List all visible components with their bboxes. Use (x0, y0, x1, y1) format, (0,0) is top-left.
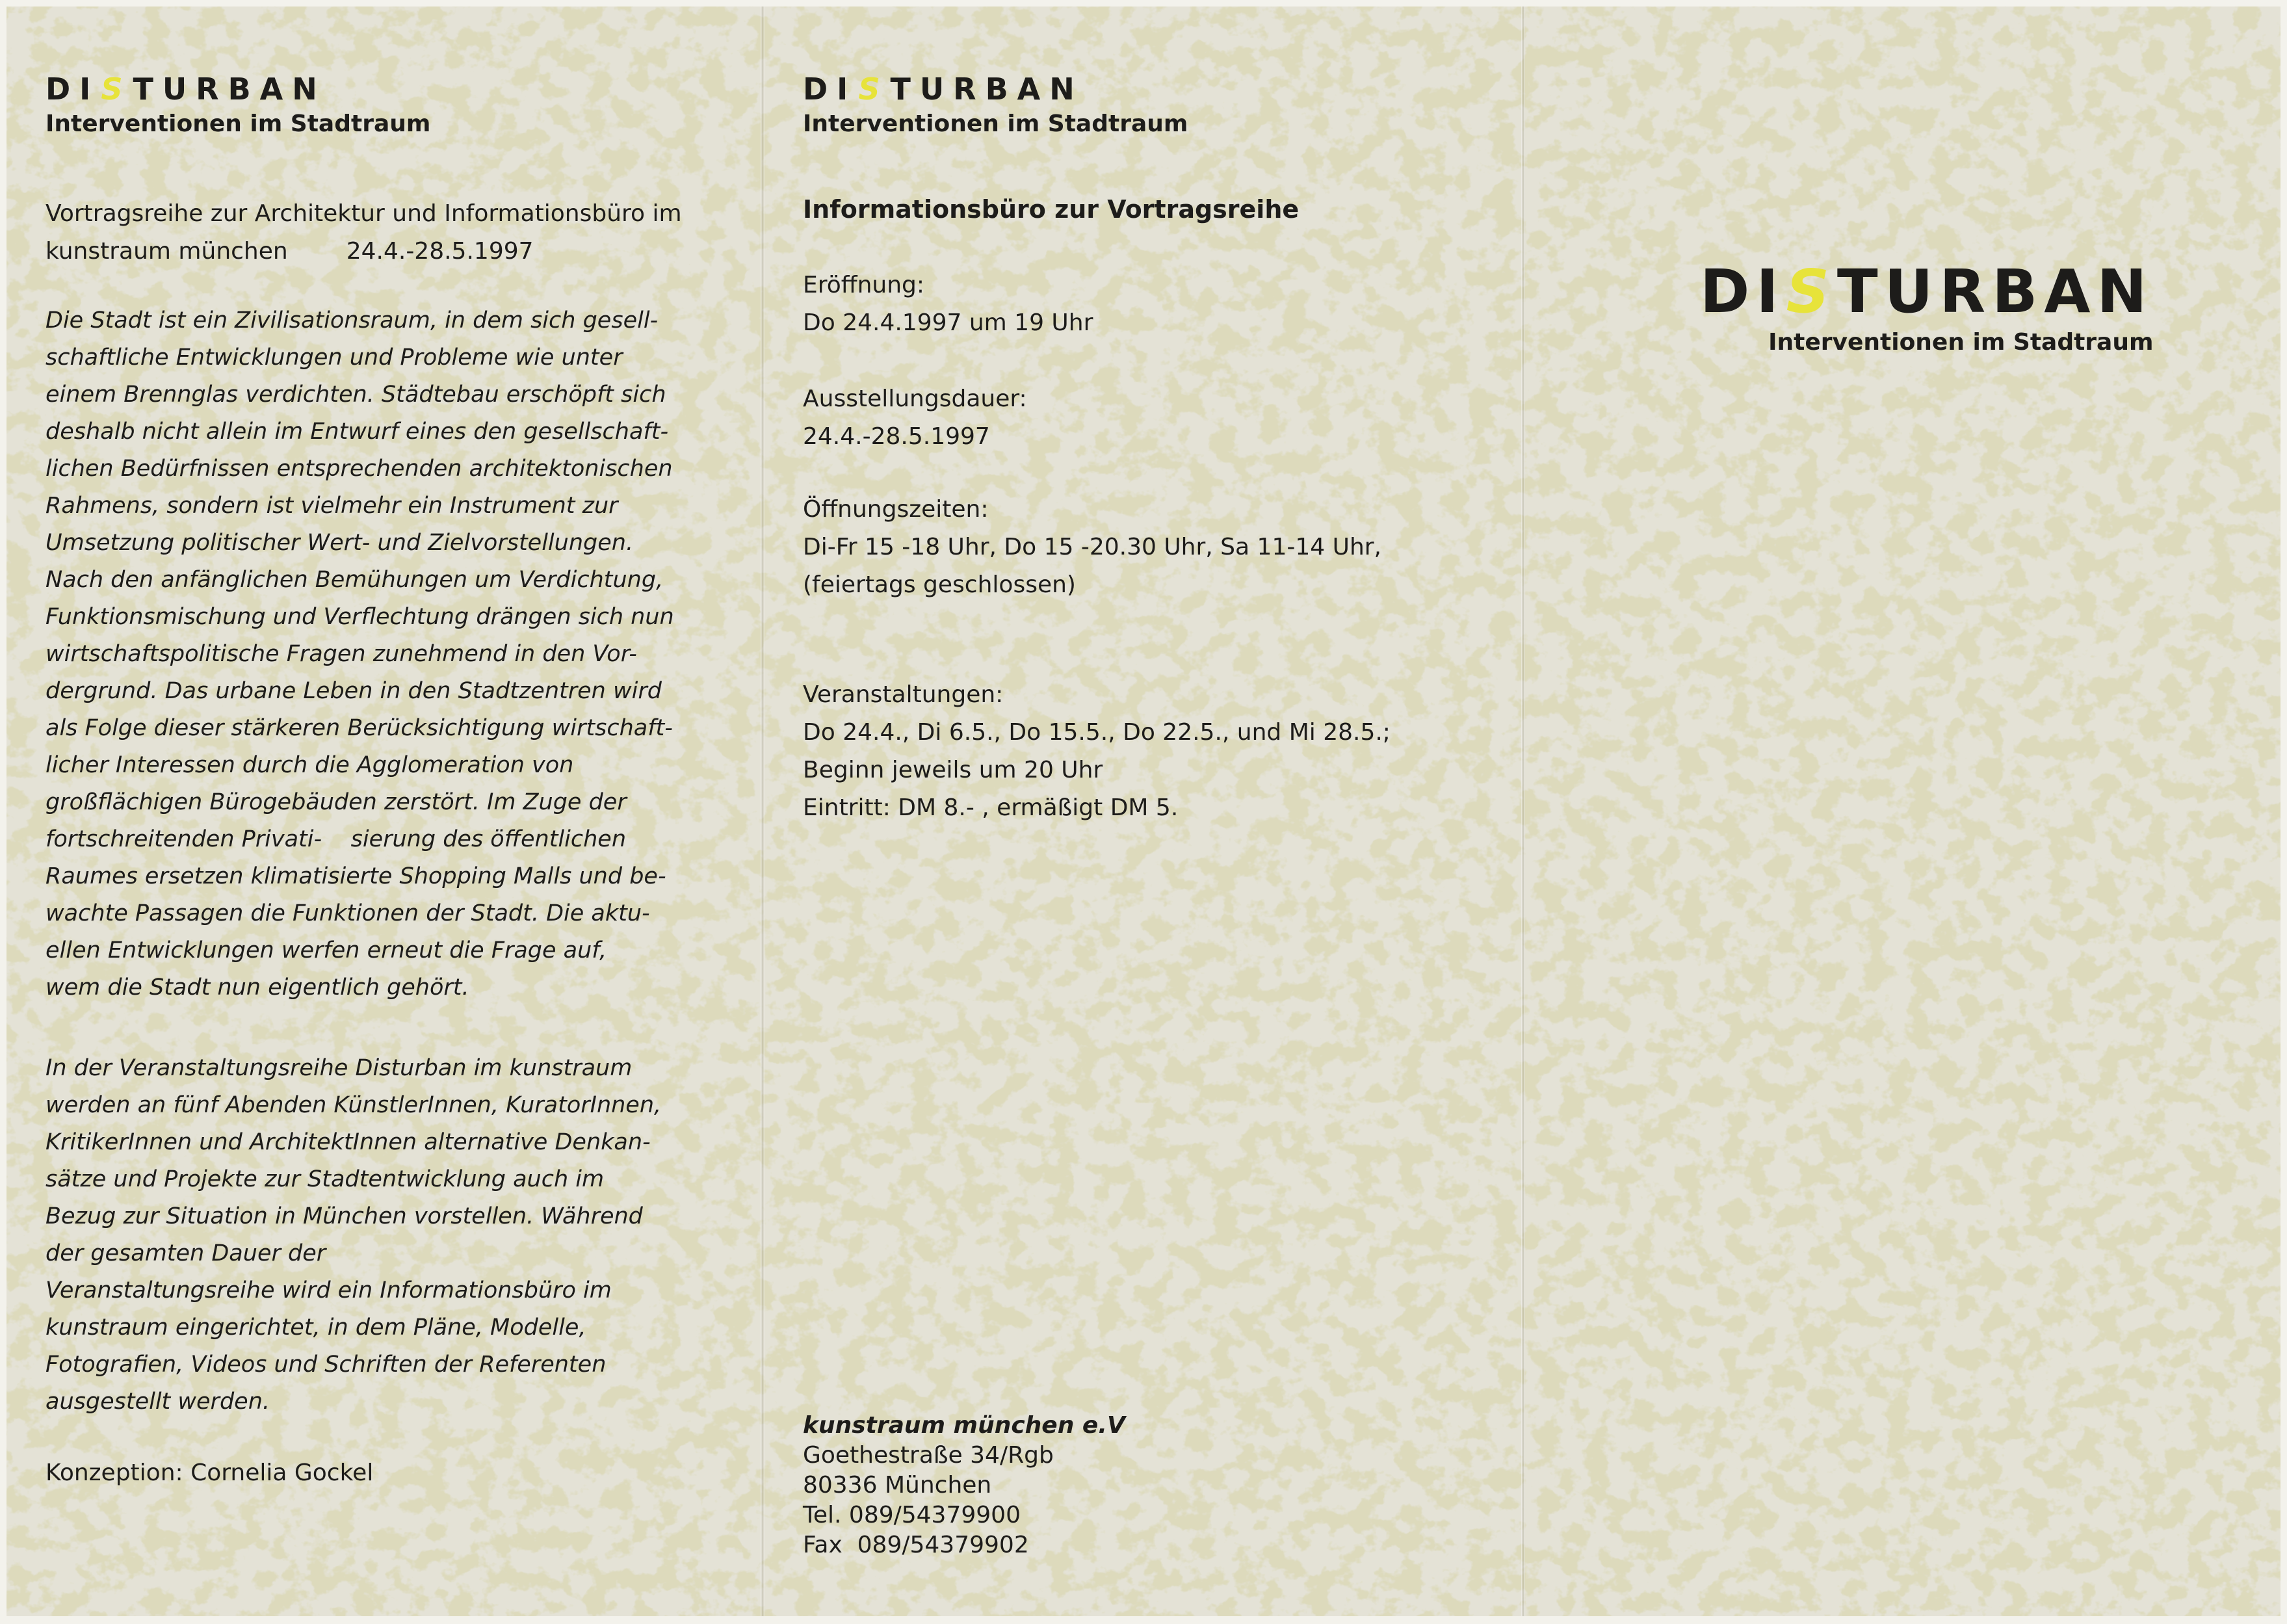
address-tel: Tel. 089/54379900 (803, 1502, 1021, 1528)
intro-dates: 24.4.-28.5.1997 (346, 238, 534, 265)
logo-wordmark: DI S TURBAN (46, 72, 326, 107)
logo-subtitle: Interventionen im Stadtraum (46, 111, 431, 137)
events-block: Veranstaltungen: Do 24.4., Di 6.5., Do 15.5., Do 22.5., und Mi 28.5.; Beginn jeweils um 20 Uhr Eintritt: DM 8.- , ermäßigt DM 5. (803, 681, 1391, 821)
address-city: 80336 München (803, 1472, 992, 1499)
opening-hours-block: Öffnungszeiten: Di-Fr 15 -18 Uhr, Do 15 -20.30 Uhr, Sa 11-14 Uhr, (feiertags geschlossen) (803, 496, 1381, 598)
duration-block: Ausstellungsdauer: 24.4.-28.5.1997 (803, 386, 1027, 450)
intro-line-1: Vortragsreihe zur Architektur und Informationsbüro im (46, 200, 682, 227)
paragraph-2: In der Veranstaltungsreihe Disturban im kunstraum werden an fünf Abenden KünstlerInnen, KuratorInnen, KritikerInnen und ArchitektInnen alternative Denkan- sätze und Projekte zur Stadtentwicklung auch im Bezug zur Situation in München vorstellen. Während der gesamten Dauer der Veranstaltungsreihe wird ein Informationsbüro im kunstraum eingerichtet, in dem Pläne, Modelle, Fotografien, Videos und Schriften der Referenten ausgestellt werden. (46, 1055, 662, 1415)
lightning-bolt-icon: S (1786, 257, 1836, 326)
info-office-heading: Informationsbüro zur Vortragsreihe (803, 195, 1300, 224)
lightning-bolt-icon: S (101, 72, 132, 107)
address-fax: Fax 089/54379902 (803, 1532, 1029, 1558)
address-name: kunstraum münchen e.V (803, 1412, 1125, 1439)
brochure-sheet (7, 7, 2280, 1616)
panel-cover (1528, 7, 2280, 1616)
logo-wordmark: DI S TURBAN (803, 72, 1084, 107)
panel-middle (803, 7, 1505, 1616)
address-street: Goethestraße 34/Rgb (803, 1442, 1054, 1469)
logo-small-left (46, 72, 430, 137)
logo-large (1700, 257, 2154, 356)
logo-wordmark-large: DI S TURBAN (1700, 257, 2154, 326)
logo-subtitle-large: Interventionen im Stadtraum (1768, 329, 2154, 356)
logo-small-middle (803, 72, 1188, 137)
lightning-bolt-icon: S (858, 72, 889, 107)
intro-line-2: kunstraum münchen 24.4.-28.5.1997 (46, 238, 534, 265)
intro-text (46, 195, 682, 270)
concept-credit: Konzeption: Cornelia Gockel (46, 1460, 374, 1486)
address-block (803, 1411, 1125, 1560)
paragraph-1: Die Stadt ist ein Zivilisationsraum, in dem sich gesell- schaftliche Entwicklungen und Probleme wie unter einem Brennglas verdichten. Städtebau erschöpft sich deshalb nicht allein im Entwurf eines den gesellschaft- lichen Bedürfnissen entsprechenden architektonischen Rahmens, sondern ist vielmehr ein Instrument zur Umsetzung politischer Wert- und Zielvorstellungen. Nach den anfänglichen Bemühungen um Verdichtung, Funktionsmischung und Verflechtung drängen sich nun wirtschaftspolitische Fragen zunehmend in den Vor- dergrund. Das urbane Leben in den Stadtzentren wird als Folge dieser stärkeren Berücksichtigung wirtschaft- licher Interessen durch die Agglomeration von großflächigen Bürogebäuden zerstört. Im Zuge der fortschreitenden Privati- sierung des öffentlichen Raumes ersetzen klimatisierte Shopping Malls und be- wachte Passagen die Funktionen der Stadt. Die aktu- ellen Entwicklungen werfen erneut die Frage auf, wem die Stadt nun eigentlich gehört. (46, 308, 674, 1001)
logo-subtitle: Interventionen im Stadtraum (803, 111, 1188, 137)
fold-line-left (761, 7, 765, 1616)
opening-block: Eröffnung: Do 24.4.1997 um 19 Uhr (803, 272, 1093, 336)
fold-line-right (1521, 7, 1525, 1616)
panel-left (46, 7, 735, 1616)
